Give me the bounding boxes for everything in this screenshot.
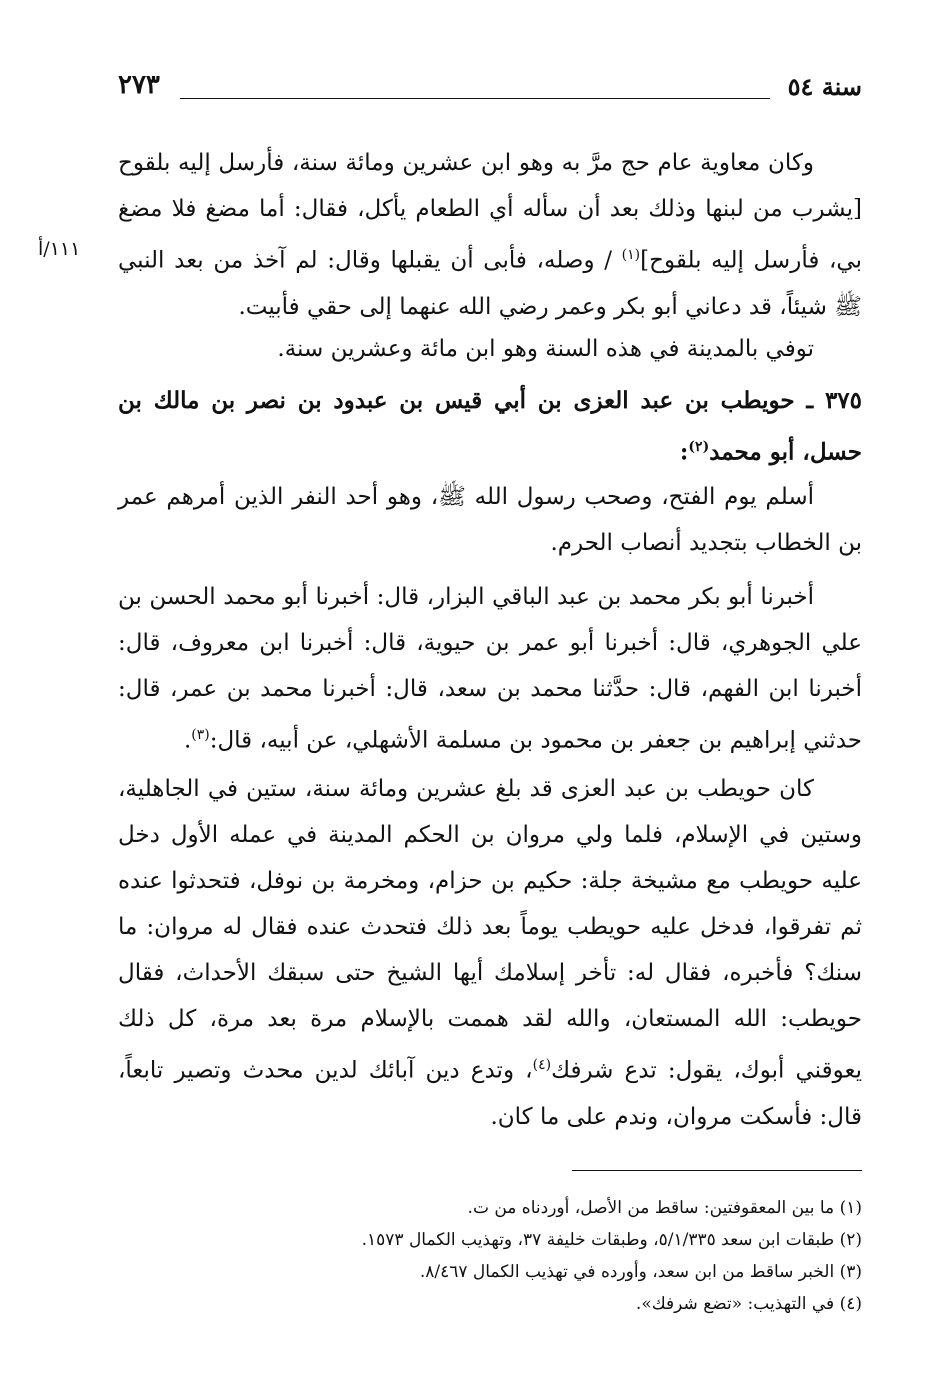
- biography-heading-text: ٣٧٥ ـ حويطب بن عبد العزى بن أبي قيس بن عبدود بن نصر بن مالك بن حسل، أبو محمد: [118, 387, 862, 466]
- paragraph-1: [118, 140, 862, 330]
- biography-heading-tail: :: [679, 438, 689, 466]
- paragraph-2-text: توفي بالمدينة في هذه السنة وهو ابن مائة وعشرين سنة.: [277, 336, 814, 362]
- biography-heading: [118, 378, 862, 476]
- paragraph-4: [118, 574, 862, 764]
- header-rule: [180, 98, 770, 99]
- running-title: سنة ٥٤: [787, 72, 862, 101]
- footnote-separator: [572, 1170, 862, 1171]
- paragraph-5-rest: ، وتدع دين آبائك لدين محدث وتصير تابعاً، قال: فأسكت مروان، وندم على ما كان.: [118, 1057, 862, 1130]
- paragraph-5: [118, 766, 862, 1140]
- page-header: [118, 72, 862, 112]
- paragraph-4-text: أخبرنا أبو بكر محمد بن عبد الباقي البزار، قال: أخبرنا أبو محمد الحسن بن علي الجوهري، قال: أخبرنا أبو عمر بن حيوية، قال: أخبرنا ابن معروف، قال: أخبرنا ابن الفهم، قال: حدَّثنا محمد بن سعد، قال: أخبرنا محمد بن عمر، قال: حدثني إبراهيم بن جعفر بن محمود بن مسلمة الأشهلي، عن أبيه، قال:: [118, 584, 862, 754]
- paragraph-3-text: أسلم يوم الفتح، وصحب رسول الله ﷺ، وهو أحد النفر الذين أمرهم عمر بن الخطاب بتجديد أنصاب الحرم.: [118, 484, 862, 556]
- footnote-ref-2[interactable]: (٢): [688, 439, 710, 455]
- paragraph-1-rest: / وصله، فأبى أن يقبلها وقال: لم آخذ من بعد النبي ﷺ شيئاً، قد دعاني أبو بكر وعمر رضي الله عنهما إلى حقي فأبيت.: [118, 247, 862, 320]
- paragraph-3: [118, 474, 862, 566]
- paragraph-1-text: وكان معاوية عام حج مرَّ به وهو ابن عشرين ومائة سنة، فأرسل إليه بلقوح [يشرب من لبنها وذلك بعد أن سأله أي الطعام يأكل، فقال: أما مضغ فلا مضغ بي، فأرسل إليه بلقوح]: [118, 150, 862, 274]
- footnote-2: (٢) طبقات ابن سعد ٥/١/٣٣٥، وطبقات خليفة ٣٧، وتهذيب الكمال ١٥٧٣.: [361, 1230, 862, 1250]
- footnotes: [118, 1192, 862, 1320]
- paragraph-2: [118, 326, 862, 372]
- footnote-ref-1[interactable]: (١): [621, 247, 641, 263]
- footnote-ref-4[interactable]: (٤): [532, 1057, 552, 1073]
- footnote-3: (٣) الخبر ساقط من ابن سعد، وأورده في تهذيب الكمال ٨/٤٦٧.: [419, 1262, 862, 1282]
- footnote-4: (٤) في التهذيب: «تضع شرفك».: [635, 1294, 862, 1314]
- paragraph-4-tail: .: [183, 727, 192, 754]
- paragraph-5-text: كان حويطب بن عبد العزى قد بلغ عشرين ومائة سنة، ستين في الجاهلية، وستين في الإسلام، فلما ولي مروان بن الحكم المدينة في عمله الأول دخل عليه حويطب مع مشيخة جلة: حكيم بن حزام، ومخرمة بن نوفل، فتحدثوا عنده ثم تفرقوا، فدخل عليه حويطب يوماً بعد ذلك فتحدث عنده فقال له مروان: ما سنك؟ فأخبره، فقال له: تأخر إسلامك أيها الشيخ حتى سبقك الأحداث، فقال حويطب: الله المستعان، والله لقد هممت بالإسلام مرة بعد مرة، كل ذلك يعوقني أبوك، يقول: تدع شرفك: [118, 776, 862, 1084]
- marginal-folio-ref: ١١١/أ: [38, 238, 81, 260]
- footnote-ref-3[interactable]: (٣): [191, 727, 210, 743]
- footnote-1: (١) ما بين المعقوفتين: ساقط من الأصل، أوردناه من ت.: [467, 1198, 862, 1218]
- page-number: ٢٧٣: [118, 70, 160, 100]
